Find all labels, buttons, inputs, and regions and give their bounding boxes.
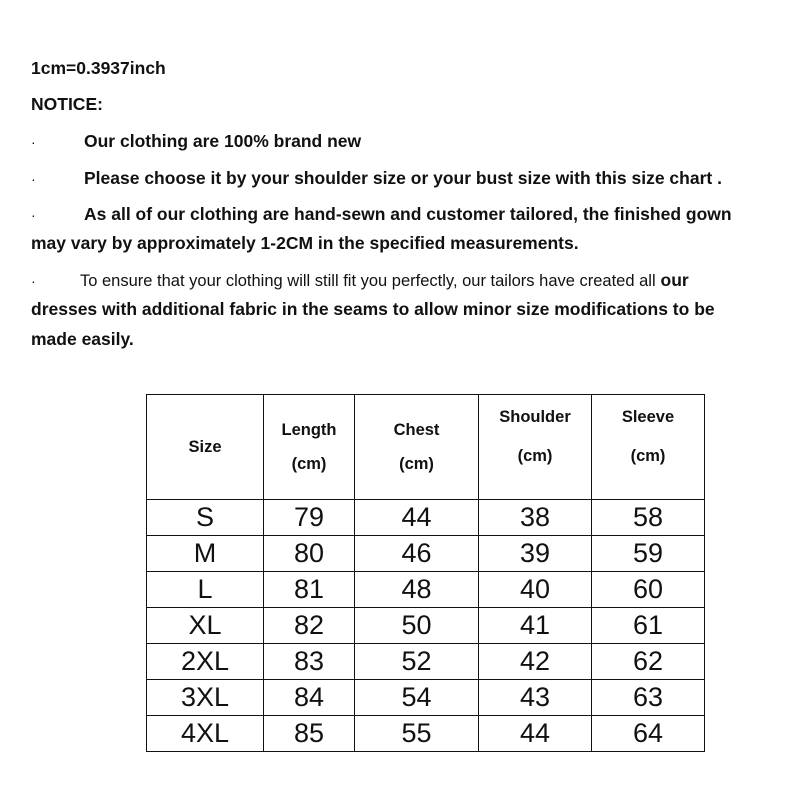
shoulder-cell: 43 bbox=[479, 680, 592, 716]
length-cell: 81 bbox=[264, 572, 355, 608]
bullet-4: · bbox=[31, 273, 36, 289]
notice-item-4-emphasis: our bbox=[660, 270, 689, 290]
header-chest bbox=[355, 395, 479, 500]
header-length bbox=[264, 395, 355, 500]
table-row bbox=[147, 716, 705, 752]
notice-item-2: Please choose it by your shoulder size or your bust size with this size chart . bbox=[84, 168, 722, 188]
notice-item-1: Our clothing are 100% brand new bbox=[84, 131, 362, 151]
header-size: Size bbox=[147, 395, 264, 500]
length-cell: 84 bbox=[264, 680, 355, 716]
chest-cell: 55 bbox=[355, 716, 479, 752]
notice-item-4-line2: dresses with additional fabric in the seams to allow minor size modifications to be bbox=[31, 299, 715, 319]
size-cell: M bbox=[147, 536, 264, 572]
sleeve-cell: 61 bbox=[592, 608, 705, 644]
length-cell: 82 bbox=[264, 608, 355, 644]
header-length-unit: (cm) bbox=[291, 455, 327, 473]
notice-item-3-line1: As all of our clothing are hand-sewn and customer tailored, the finished gown bbox=[84, 204, 732, 224]
shoulder-cell: 44 bbox=[479, 716, 592, 752]
table-row bbox=[147, 536, 705, 572]
size-cell: 4XL bbox=[147, 716, 264, 752]
notice-item-4-text: To ensure that your clothing will still fit you perfectly, our tailors have created all bbox=[80, 272, 656, 290]
bullet-2: · bbox=[31, 171, 36, 187]
header-sleeve-label: Sleeve bbox=[621, 408, 675, 426]
shoulder-cell: 40 bbox=[479, 572, 592, 608]
notice-item-4-line1 bbox=[80, 272, 689, 290]
chest-cell: 52 bbox=[355, 644, 479, 680]
conversion-note: 1cm=0.3937inch bbox=[31, 58, 166, 78]
size-cell: S bbox=[147, 500, 264, 536]
bullet-3: · bbox=[31, 207, 36, 223]
length-cell: 85 bbox=[264, 716, 355, 752]
size-chart-table bbox=[146, 394, 705, 752]
sleeve-cell: 58 bbox=[592, 500, 705, 536]
length-cell: 83 bbox=[264, 644, 355, 680]
sleeve-cell: 60 bbox=[592, 572, 705, 608]
shoulder-cell: 42 bbox=[479, 644, 592, 680]
size-cell: XL bbox=[147, 608, 264, 644]
length-cell: 79 bbox=[264, 500, 355, 536]
shoulder-cell: 41 bbox=[479, 608, 592, 644]
header-shoulder bbox=[479, 395, 592, 500]
size-cell: 3XL bbox=[147, 680, 264, 716]
table-row bbox=[147, 608, 705, 644]
chest-cell: 44 bbox=[355, 500, 479, 536]
sleeve-cell: 64 bbox=[592, 716, 705, 752]
notice-item-3-line2: may vary by approximately 1-2CM in the specified measurements. bbox=[31, 233, 579, 253]
header-sleeve bbox=[592, 395, 705, 500]
table-header-row bbox=[147, 395, 705, 500]
sleeve-cell: 63 bbox=[592, 680, 705, 716]
sleeve-cell: 59 bbox=[592, 536, 705, 572]
notice-item-4-line3: made easily. bbox=[31, 329, 134, 349]
header-sleeve-unit: (cm) bbox=[630, 446, 666, 465]
shoulder-cell: 39 bbox=[479, 536, 592, 572]
table-row bbox=[147, 680, 705, 716]
chest-cell: 46 bbox=[355, 536, 479, 572]
notice-title: NOTICE: bbox=[31, 94, 103, 114]
size-cell: L bbox=[147, 572, 264, 608]
bullet-1: · bbox=[31, 134, 36, 150]
chest-cell: 48 bbox=[355, 572, 479, 608]
chest-cell: 54 bbox=[355, 680, 479, 716]
shoulder-cell: 38 bbox=[479, 500, 592, 536]
chest-cell: 50 bbox=[355, 608, 479, 644]
table-row bbox=[147, 572, 705, 608]
header-chest-label: Chest bbox=[393, 420, 440, 439]
header-shoulder-unit: (cm) bbox=[517, 446, 553, 465]
header-shoulder-label: Shoulder bbox=[499, 408, 571, 426]
size-cell: 2XL bbox=[147, 644, 264, 680]
header-length-label: Length bbox=[281, 420, 337, 439]
length-cell: 80 bbox=[264, 536, 355, 572]
header-chest-unit: (cm) bbox=[399, 455, 434, 473]
table-row bbox=[147, 644, 705, 680]
table-row bbox=[147, 500, 705, 536]
sleeve-cell: 62 bbox=[592, 644, 705, 680]
